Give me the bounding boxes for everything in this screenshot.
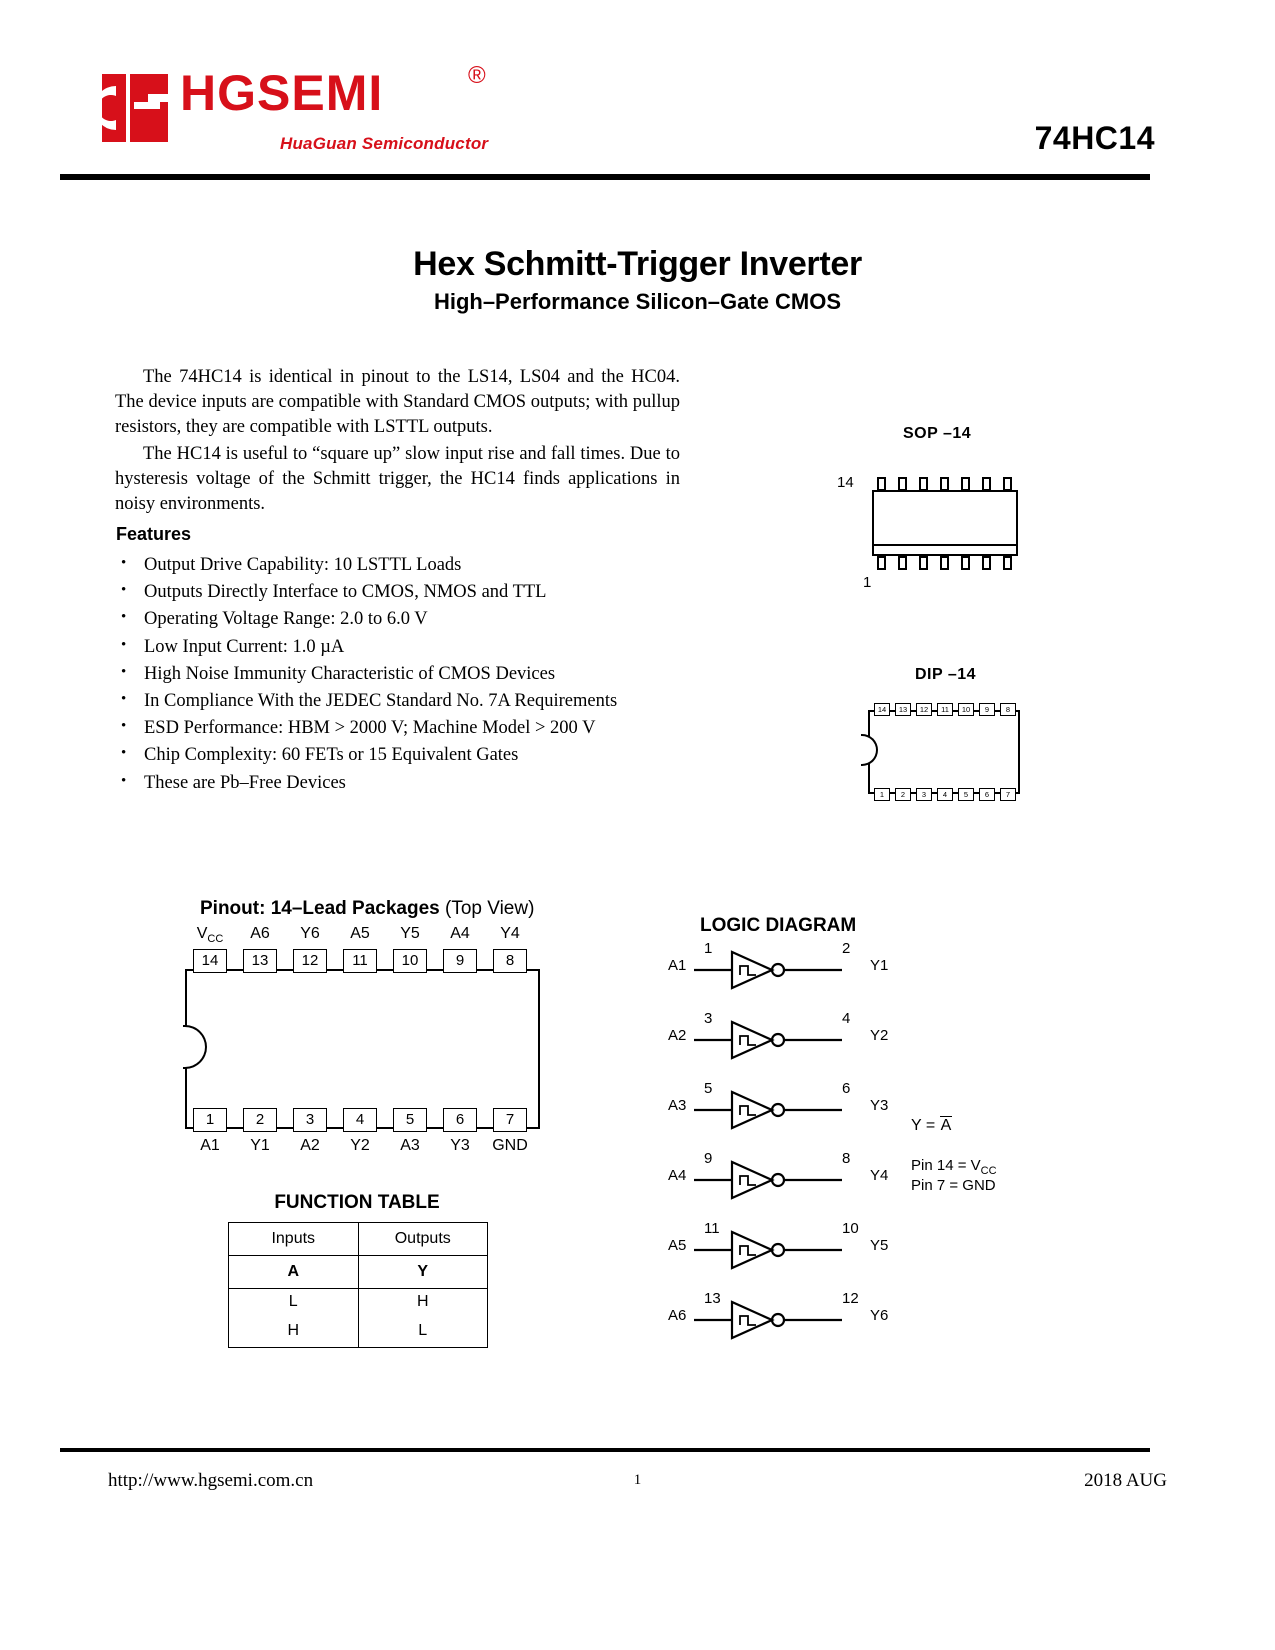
sop-lead (898, 556, 907, 570)
pinout-bottom-label: Y3 (450, 1137, 470, 1154)
gate-input-label: A1 (668, 957, 687, 974)
table-header-y: Y (358, 1256, 488, 1289)
logic-gate (660, 1080, 1060, 1136)
sop-lead (961, 556, 970, 570)
dip-pin: 1 (874, 788, 890, 801)
table-header-outputs: Outputs (358, 1223, 488, 1256)
logic-diagram (660, 940, 1060, 1360)
gate-input-label: A4 (668, 1167, 687, 1184)
sop-lead (1003, 477, 1012, 491)
description-paragraph-2: The HC14 is useful to “square up” slow input rise and fall times. Due to hysteresis voltage of the Schmitt trigger, the HC14 finds applications in noisy environments. (115, 444, 680, 514)
description-block (115, 365, 680, 517)
list-item: • Chip Complexity: 60 FETs or 15 Equivalent Gates (116, 742, 716, 769)
pinout-diagram (185, 925, 540, 1165)
sop-pin-1-label: 1 (863, 574, 872, 591)
table-header-a: A (229, 1256, 359, 1289)
pinout-body (185, 969, 540, 1129)
features-heading: Features (116, 524, 192, 544)
gate-output-label: Y6 (870, 1307, 889, 1324)
sop-package-drawing (837, 474, 1025, 591)
gate-output-label: Y1 (870, 957, 889, 974)
gate-output-pin: 6 (842, 1080, 851, 1097)
features-list (116, 552, 716, 797)
logic-equation (911, 1117, 952, 1135)
table-row (229, 1289, 488, 1316)
pinout-pin: 6 (443, 1108, 477, 1132)
pinout-top-label: Y6 (300, 925, 320, 942)
sop-lead (940, 556, 949, 570)
table-header-inputs: Inputs (229, 1223, 359, 1256)
page-title: Hex Schmitt-Trigger Inverter (413, 245, 862, 283)
pinout-pin: 14 (193, 949, 227, 973)
table-cell: H (358, 1289, 488, 1316)
table-cell: H (229, 1315, 359, 1348)
equation-variable: A (940, 1117, 952, 1134)
pinout-pin: 1 (193, 1108, 227, 1132)
dip-pin: 9 (979, 703, 995, 716)
gate-input-pin: 5 (704, 1080, 713, 1097)
gate-input-pin: 1 (704, 940, 713, 957)
gate-output-pin: 10 (842, 1220, 859, 1237)
list-item: • Output Drive Capability: 10 LSTTL Loads (116, 552, 716, 579)
logic-gate (660, 940, 1060, 996)
logic-gate (660, 1010, 1060, 1066)
hgsemi-logo-mark (100, 72, 170, 144)
pinout-pin: 3 (293, 1108, 327, 1132)
gate-output-label: Y2 (870, 1027, 889, 1044)
gate-input-label: A3 (668, 1097, 687, 1114)
sop-lead (982, 477, 991, 491)
dip-body (868, 710, 1020, 794)
logic-gate (660, 1220, 1060, 1276)
dip-pin: 10 (958, 703, 974, 716)
gate-input-label: A6 (668, 1307, 687, 1324)
page-subtitle: High–Performance Silicon–Gate CMOS (433, 289, 842, 314)
equation-prefix: Y = (911, 1117, 940, 1134)
dip-pin: 13 (895, 703, 911, 716)
dip-pin: 2 (895, 788, 911, 801)
table-row (229, 1256, 488, 1289)
pinout-title-normal: (Top View) (445, 898, 535, 919)
list-item: • High Noise Immunity Characteristic of CMOS Devices (116, 661, 716, 688)
pinout-bottom-label: Y2 (350, 1137, 370, 1154)
sop-lead (877, 556, 886, 570)
table-row (229, 1223, 488, 1256)
sop-lead (919, 477, 928, 491)
footer-date: 2018 AUG (1084, 1470, 1167, 1491)
function-table (228, 1222, 488, 1348)
dip-pin: 7 (1000, 788, 1016, 801)
note-gnd-pin: Pin 7 = GND (911, 1177, 996, 1194)
table-row (229, 1315, 488, 1348)
pinout-top-label: A4 (450, 925, 470, 942)
sop-lead (919, 556, 928, 570)
sop-lead (982, 556, 991, 570)
pinout-top-label: Y4 (500, 925, 520, 942)
gate-input-pin: 3 (704, 1010, 713, 1027)
gate-output-label: Y4 (870, 1167, 889, 1184)
logo-subtitle: HuaGuan Semiconductor (280, 134, 489, 153)
pinout-bottom-label: A1 (200, 1137, 220, 1154)
list-item: • In Compliance With the JEDEC Standard No. 7A Requirements (116, 688, 716, 715)
pinout-pin: 11 (343, 949, 377, 973)
dip-pin: 6 (979, 788, 995, 801)
sop-lead (940, 477, 949, 491)
pinout-top-label: $V_{CC}$ (196, 925, 224, 946)
page-header (0, 0, 1275, 185)
note-vcc-pin (911, 1157, 997, 1177)
sop-package-label: SOP –14 (903, 425, 972, 442)
sop-lead (877, 477, 886, 491)
description-paragraph-1: The 74HC14 is identical in pinout to the LS14, LS04 and the HC04. The device inputs are compatible with Standard CMOS outputs; with pullup resistors, they are compatible with LSTTL outputs. (115, 367, 680, 437)
note-vcc-text: Pin 14 = V (911, 1157, 981, 1174)
logic-diagram-title: LOGIC DIAGRAM (700, 915, 857, 936)
logo-wordmark: HGSEMI (180, 65, 384, 121)
gate-output-label: Y5 (870, 1237, 889, 1254)
sop-body (872, 490, 1018, 556)
pinout-pin: 7 (493, 1108, 527, 1132)
sop-pin-14-label: 14 (837, 474, 854, 491)
list-item: • Operating Voltage Range: 2.0 to 6.0 V (116, 606, 716, 633)
dip-package-drawing (862, 700, 1027, 805)
sop-lead (961, 477, 970, 491)
footer-divider (60, 1448, 1150, 1452)
dip-pin: 14 (874, 703, 890, 716)
pinout-top-label: A6 (250, 925, 270, 942)
sop-body-split-line (872, 544, 1018, 546)
gate-input-label: A5 (668, 1237, 687, 1254)
pinout-pin: 9 (443, 949, 477, 973)
pinout-top-label: Y5 (400, 925, 420, 942)
dip-pin: 12 (916, 703, 932, 716)
pinout-pin: 8 (493, 949, 527, 973)
gate-output-pin: 12 (842, 1290, 859, 1307)
pinout-title (200, 898, 534, 920)
dip-pin: 5 (958, 788, 974, 801)
pinout-bottom-label: A3 (400, 1137, 420, 1154)
pinout-title-bold: Pinout: 14–Lead Packages (200, 898, 440, 919)
dip-pin: 11 (937, 703, 953, 716)
registered-trademark-icon: ® (468, 62, 486, 89)
list-item: • Outputs Directly Interface to CMOS, NMOS and TTL (116, 579, 716, 606)
gate-input-pin: 13 (704, 1290, 721, 1307)
footer-url[interactable]: http://www.hgsemi.com.cn (108, 1470, 314, 1491)
sop-lead (1003, 556, 1012, 570)
pinout-bottom-label: A2 (300, 1137, 320, 1154)
gate-input-pin: 11 (704, 1220, 720, 1237)
pinout-bottom-label: Y1 (250, 1137, 270, 1154)
gate-input-pin: 9 (704, 1150, 713, 1167)
vcc-subscript: CC (207, 933, 224, 946)
pinout-pin: 10 (393, 949, 427, 973)
pinout-pin: 4 (343, 1108, 377, 1132)
pinout-top-label: A5 (350, 925, 370, 942)
gate-output-pin: 8 (842, 1150, 851, 1167)
gate-output-pin: 4 (842, 1010, 851, 1027)
table-cell: L (229, 1289, 359, 1316)
dip-pin: 3 (916, 788, 932, 801)
part-number: 74HC14 (1034, 120, 1155, 156)
table-cell: L (358, 1315, 488, 1348)
header-divider (60, 174, 1150, 180)
gate-input-label: A2 (668, 1027, 687, 1044)
sop-lead (898, 477, 907, 491)
pinout-pin: 12 (293, 949, 327, 973)
footer-page-number: 1 (633, 1472, 642, 1488)
list-item: • ESD Performance: HBM > 2000 V; Machine Model > 200 V (116, 715, 716, 742)
pinout-pin: 5 (393, 1108, 427, 1132)
pinout-bottom-label: GND (492, 1137, 528, 1154)
pinout-pin: 2 (243, 1108, 277, 1132)
pinout-pin: 13 (243, 949, 277, 973)
dip-pin: 4 (937, 788, 953, 801)
company-logo (100, 62, 500, 167)
gate-output-label: Y3 (870, 1097, 889, 1114)
logic-gate (660, 1290, 1060, 1346)
list-item: • Low Input Current: 1.0 µA (116, 634, 716, 661)
list-item: • These are Pb–Free Devices (116, 770, 716, 797)
note-vcc-subscript: CC (980, 1165, 997, 1177)
dip-package-label: DIP –14 (915, 666, 977, 683)
gate-output-pin: 2 (842, 940, 851, 957)
logic-gate (660, 1150, 1060, 1206)
dip-pin: 8 (1000, 703, 1016, 716)
function-table-title: FUNCTION TABLE (274, 1192, 440, 1213)
